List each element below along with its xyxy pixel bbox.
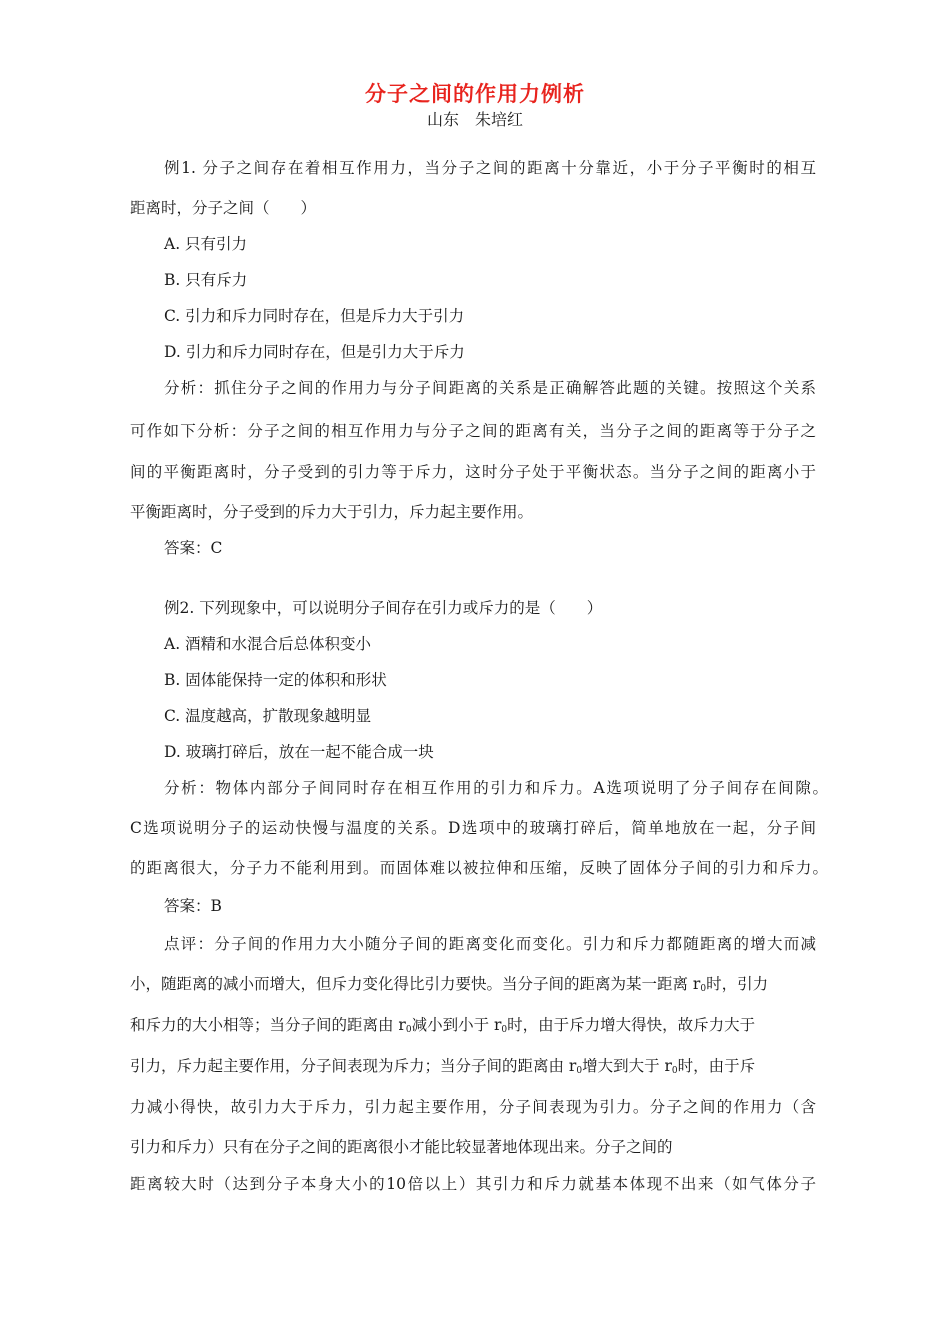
- comment-line7: 距离较大时（达到分子本身大小的10倍以上）其引力和斥力就基本体现不出来（如气体分子: [130, 1175, 816, 1193]
- page-title: 分子之间的作用力例析: [365, 81, 585, 106]
- comment-line4: 引力，斥力起主要作用，分子间表现为斥力；当分子间的距离由 $r_0$增大到大于 $r_0$时，由于斥: [130, 1057, 756, 1076]
- comment-line6: 引力和斥力）只有在分子之间的距离很小才能比较显著地体现出来。分子之间的: [130, 1138, 673, 1156]
- author-line: 山东 朱培红: [426, 110, 523, 129]
- example2-analysis-line3: 的距离很大，分子力不能利用到。而固体难以被拉伸和压缩，反映了固体分子间的引力和斥力。: [130, 859, 828, 877]
- comment-line5: 力减小得快，故引力大于斥力，引力起主要作用，分子间表现为引力。分子之间的作用力（含: [130, 1098, 816, 1116]
- comment-line1: 点评：分子间的作用力大小随分子间的距离变化而变化。引力和斥力都随距离的增大而减: [164, 935, 816, 953]
- subscript-zero: 0: [501, 1025, 508, 1035]
- example2-option-c: C. 温度越高，扩散现象越明显: [164, 707, 372, 725]
- example1-question-line1: 例1. 分子之间存在着相互作用力，当分子之间的距离十分靠近，小于分子平衡时的相互: [164, 159, 816, 177]
- example2-option-d: D. 玻璃打碎后，放在一起不能合成一块: [164, 743, 434, 761]
- subscript-zero: 0: [671, 1066, 678, 1076]
- example2-question-line1: 例2. 下列现象中，可以说明分子间存在引力或斥力的是（ ）: [164, 599, 603, 617]
- subscript-zero: 0: [700, 984, 707, 994]
- example1-answer: 答案：C: [164, 539, 223, 557]
- example1-analysis-line1: 分析：抓住分子之间的作用力与分子间距离的关系是正确解答此题的关键。按照这个关系: [164, 379, 816, 397]
- example1-analysis-line4: 平衡距离时，分子受到的斥力大于引力，斥力起主要作用。: [130, 503, 534, 521]
- example2-analysis-line2: C选项说明分子的运动快慢与温度的关系。D选项中的玻璃打碎后，简单地放在一起，分子间: [130, 819, 816, 837]
- example1-question-line2: 距离时，分子之间（ ）: [130, 199, 317, 217]
- comment-line3: 和斥力的大小相等；当分子间的距离由 $r_0$减小到小于 $r_0$时，由于斥力增大得快，故斥力大于: [130, 1016, 756, 1035]
- comment-line2: 小，随距离的减小而增大，但斥力变化得比引力要快。当分子间的距离为某一距离 $r_0$时，引力: [130, 975, 769, 994]
- subscript-zero: 0: [576, 1066, 583, 1076]
- example1-option-c: C. 引力和斥力同时存在，但是斥力大于引力: [164, 307, 465, 325]
- example1-option-d: D. 引力和斥力同时存在，但是引力大于斥力: [164, 343, 465, 361]
- subscript-zero: 0: [405, 1025, 412, 1035]
- example1-analysis-line2: 可作如下分析：分子之间的相互作用力与分子之间的距离有关，当分子之间的距离等于分子之: [130, 422, 816, 440]
- example1-analysis-line3: 间的平衡距离时，分子受到的引力等于斥力，这时分子处于平衡状态。当分子之间的距离小于: [130, 463, 816, 481]
- example2-option-b: B. 固体能保持一定的体积和形状: [164, 671, 387, 689]
- example2-analysis-line1: 分析：物体内部分子间同时存在相互作用的引力和斥力。A选项说明了分子间存在间隙。: [164, 779, 828, 797]
- example2-answer: 答案：B: [164, 897, 222, 915]
- example1-option-a: A. 只有引力: [164, 235, 248, 253]
- example2-option-a: A. 酒精和水混合后总体积变小: [164, 635, 372, 653]
- example1-option-b: B. 只有斥力: [164, 271, 248, 289]
